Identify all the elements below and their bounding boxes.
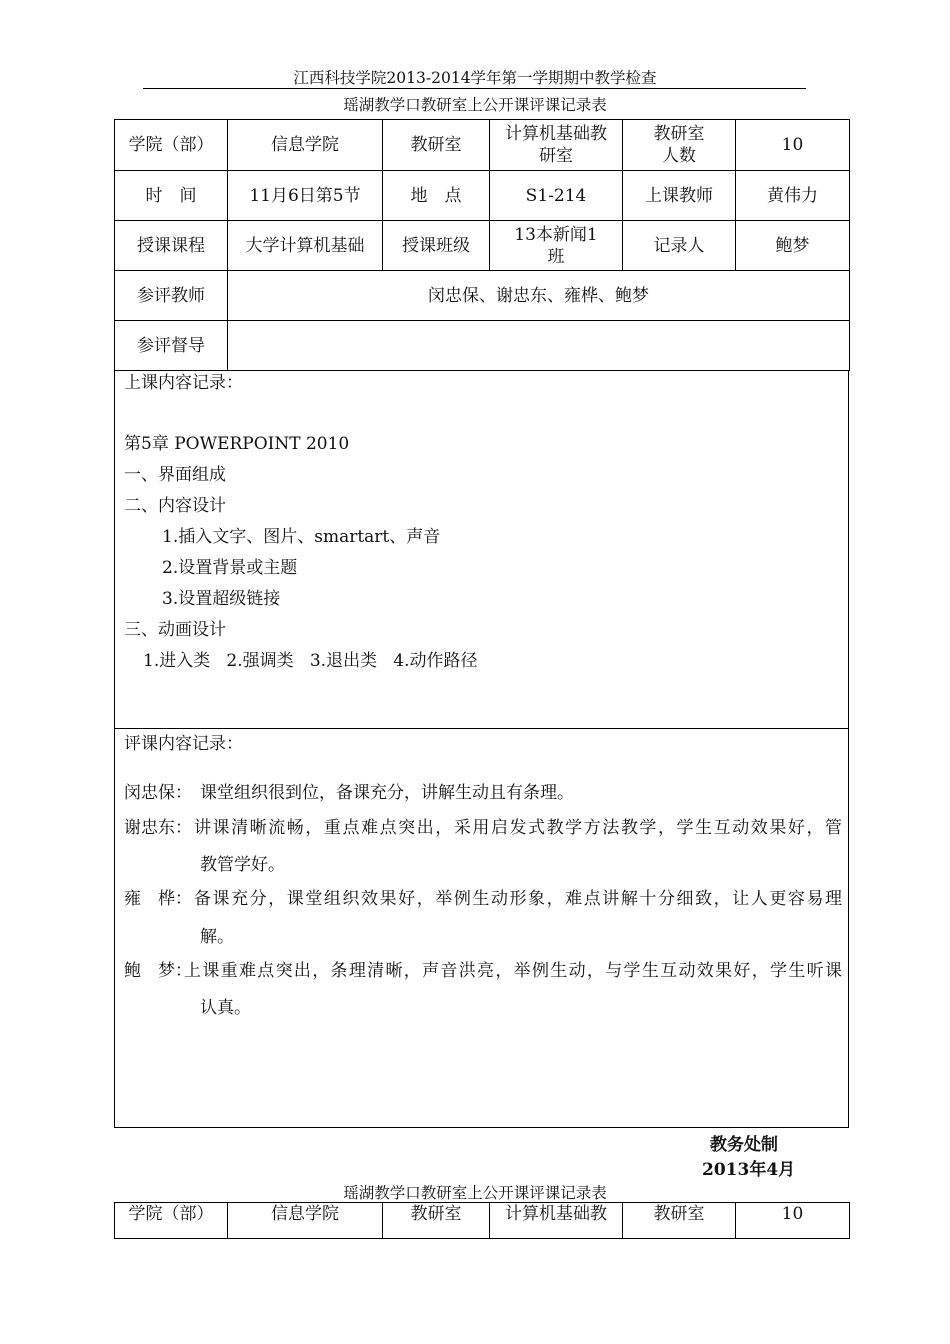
issue-date: 2013年4月	[702, 1160, 796, 1180]
dept-label: 学院（部）	[115, 1203, 228, 1239]
supervisor-label: 参评督导	[115, 321, 228, 371]
dept-value: 信息学院	[228, 1203, 383, 1239]
staff-count-value: 10	[736, 1203, 850, 1239]
class-label: 授课班级	[383, 221, 490, 271]
teacher-value: 黄伟力	[736, 171, 850, 221]
lesson-heading: 上课内容记录：	[124, 373, 243, 393]
table-row	[115, 171, 850, 221]
lesson-line: 二、内容设计	[124, 496, 226, 516]
lesson-line: 1.进入类 2.强调类 3.退出类 4.动作路径	[143, 651, 478, 671]
lesson-line: 3.设置超级链接	[162, 589, 281, 609]
info-table-2	[114, 1202, 850, 1239]
office-value: 计算机基础教 研室	[490, 120, 623, 171]
comment-text: 认真。	[200, 998, 251, 1018]
title-rule	[143, 88, 806, 89]
staff-count-label: 教研室	[623, 1203, 736, 1239]
class-value: 13本新闻1 班	[490, 221, 623, 271]
comment-author: 鲍 梦：	[124, 961, 192, 981]
comment-author: 雍 桦：	[124, 889, 192, 909]
comment-text: 解。	[200, 927, 234, 947]
lesson-record-box	[114, 370, 849, 729]
table-row	[115, 221, 850, 271]
teacher-label: 上课教师	[623, 171, 736, 221]
course-value: 大学计算机基础	[228, 221, 383, 271]
lesson-line: 1.插入文字、图片、smartart、声音	[162, 527, 441, 547]
office-label: 教研室	[383, 120, 490, 171]
comment-author: 谢忠东：	[124, 818, 192, 838]
comment-author: 闵忠保：	[124, 783, 192, 803]
reviewers-label: 参评教师	[115, 271, 228, 321]
comment-text: 教管学好。	[200, 855, 285, 875]
staff-count-label: 教研室 人数	[623, 120, 736, 171]
page-title: 江西科技学院2013-2014学年第一学期期中教学检查	[293, 69, 657, 87]
course-label: 授课课程	[115, 221, 228, 271]
supervisor-value	[228, 321, 850, 371]
office-value: 计算机基础教	[490, 1203, 623, 1239]
location-label: 地 点	[383, 171, 490, 221]
review-heading: 评课内容记录：	[124, 734, 243, 754]
table-row	[115, 120, 850, 171]
lesson-line: 第5章 POWERPOINT 2010	[124, 434, 350, 454]
table-row	[115, 271, 850, 321]
recorder-label: 记录人	[623, 221, 736, 271]
dept-label: 学院（部）	[115, 120, 228, 171]
dept-value: 信息学院	[228, 120, 383, 171]
comment-text: 上课重难点突出，条理清晰，声音洪亮，举例生动，与学生互动效果好，学生听课	[184, 961, 842, 981]
lesson-line: 一、界面组成	[124, 465, 226, 485]
issuer-label: 教务处制	[710, 1135, 778, 1155]
lesson-line: 2.设置背景或主题	[162, 558, 298, 578]
comment-text: 课堂组织很到位，备课充分，讲解生动且有条理。	[200, 783, 574, 803]
staff-count-value: 10	[736, 120, 850, 171]
table-row	[115, 1203, 850, 1239]
table-row	[115, 321, 850, 371]
lesson-line: 三、动画设计	[124, 620, 226, 640]
info-table	[114, 119, 850, 371]
form-title-2: 瑶湖教学口教研室上公开课评课记录表	[343, 1184, 607, 1202]
location-value: S1-214	[490, 171, 623, 221]
time-value: 11月6日第5节	[228, 171, 383, 221]
reviewers-value: 闵忠保、谢忠东、雍桦、鲍梦	[228, 271, 850, 321]
office-label: 教研室	[383, 1203, 490, 1239]
comment-text: 讲课清晰流畅，重点难点突出，采用启发式教学方法教学，学生互动效果好，管	[194, 818, 842, 838]
comment-text: 备课充分，课堂组织效果好，举例生动形象，难点讲解十分细致，让人更容易理	[194, 889, 842, 909]
form-title: 瑶湖教学口教研室上公开课评课记录表	[343, 96, 607, 114]
time-label: 时 间	[115, 171, 228, 221]
recorder-value: 鲍梦	[736, 221, 850, 271]
